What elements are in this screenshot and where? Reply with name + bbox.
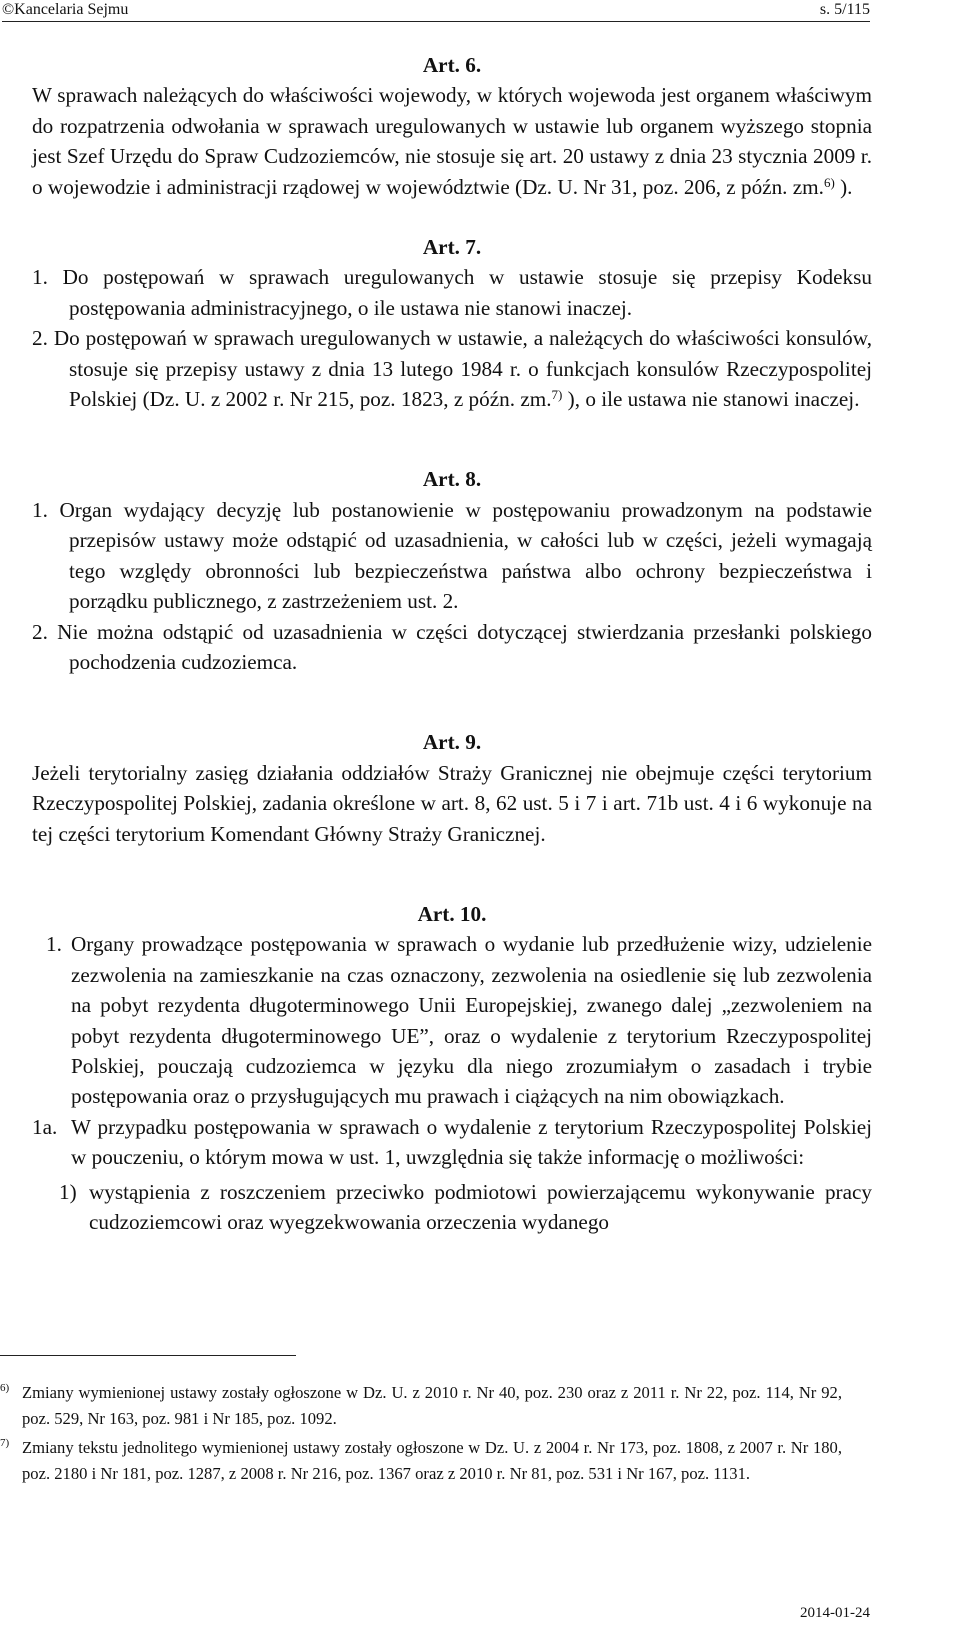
footnote-ref-7: 7) xyxy=(551,387,563,403)
article-10-paragraph-1a: 1a. W przypadku postępowania w sprawach o wydalenie z terytorium Rzeczypospolitej Polskiej w pouczeniu, o którym mowa w ust. 1, uwzględnia się także informację o możliwości: xyxy=(32,1114,872,1170)
article-7-title: Art. 7. xyxy=(422,235,482,260)
article-8-paragraph-1: 1. Organ wydający decyzję lub postanowienie w postępowaniu prowadzonym na podstawie przepisów ustawy może odstąpić od uzasadnienia, w całości lub w części, jeżeli wymagają tego względy obronności lub bezpieczeństwa państwa albo ochrony bezpieczeństwa i porządku publicznego, z zastrzeżeniem ust. 2. xyxy=(32,497,872,614)
article-10-point-1: 1) wystąpienia z roszczeniem przeciwko podmiotowi powierzającemu wykonywanie pracy cudzoziemcowi oraz wyegzekwowania orzeczenia wydanego xyxy=(59,1179,872,1234)
article-6-text: W sprawach należących do właściwości wojewody, w których wojewoda jest organem właściwym do rozpatrzenia odwołania w sprawach uregulowanych w ustawie lub organem wyższego stopnia jest Szef Urzędu do Spraw Cudzoziemców, nie stosuje się art. 20 ustawy z dnia 23 stycznia 2009 r. o wojewodzie i administracji rządowej w województwie (Dz. U. Nr 31, poz. 206, z późn. zm.$^{6)}$ ). xyxy=(32,83,872,199)
footnote-7: 7) Zmiany tekstu jednolitego wymienionej ustawy zostały ogłoszone w Dz. U. z 2004 r. Nr 173, poz. 1808, z 2007 r. Nr 180, poz. 2180 i Nr 181, poz. 1287, z 2008 r. Nr 216, poz. 1367 oraz z 2010 r. Nr 81, poz. 531 i Nr 167, poz. 1131. xyxy=(0,1437,842,1483)
page-header xyxy=(2,0,870,22)
document-body xyxy=(32,50,872,1237)
document-date: 2014-01-24 xyxy=(800,1605,870,1621)
header-page-number: s. 5/115 xyxy=(819,1,870,18)
footnotes xyxy=(0,1380,842,1490)
footnote-6: 6) Zmiany wymienionej ustawy zostały ogłoszone w Dz. U. z 2010 r. Nr 40, poz. 230 oraz z 2011 r. Nr 22, poz. 114, Nr 92, poz. 529, Nr 163, poz. 981 i Nr 185, poz. 1092. xyxy=(0,1382,842,1428)
article-7-paragraph-1: 1. Do postępowań w sprawach uregulowanych w ustawie stosuje się przepisy Kodeksu postępowania administracyjnego, o ile ustawa nie stanowi inaczej. xyxy=(32,265,872,320)
footnote-ref-6: 6) xyxy=(823,174,835,190)
article-8-paragraph-2: 2. Nie można odstąpić od uzasadnienia w części dotyczącej stwierdzania przesłanki polskiego pochodzenia cudzoziemca. xyxy=(32,619,872,674)
article-10-title: Art. 10. xyxy=(417,901,487,926)
article-9-text: Jeżeli terytorialny zasięg działania oddziałów Straży Granicznej nie obejmuje części terytorium Rzeczypospolitej Polskiej, zadania określone w art. 8, 62 ust. 5 i 7 i art. 71b ust. 4 i 6 wykonuje na tej części terytorium Komendant Główny Straży Granicznej. xyxy=(32,760,872,846)
article-9-title: Art. 9. xyxy=(422,730,482,755)
article-7-paragraph-2: 2. Do postępowań w sprawach uregulowanych w ustawie, a należących do właściwości konsulów, stosuje się przepisy ustawy z dnia 13 lutego 1984 r. o funkcjach konsulów Rzeczypospolitej Polskiej (Dz. U. z 2002 r. Nr 215, poz. 1823, z późn. zm.$^{7)}$ ), o ile ustawa nie stanowi inaczej. xyxy=(32,326,872,412)
article-10-paragraph-1: 1. Organy prowadzące postępowania w sprawach o wydanie lub przedłużenie wizy, udzielenie zezwolenia na zamieszkanie na czas oznaczony, zezwolenia na osiedlenie się lub zezwolenia na pobyt rezydenta długoterminowego Unii Europejskiej, zwanego dalej „zezwoleniem na pobyt rezydenta długoterminowego UE”, oraz o wydalenie z terytorium Rzeczypospolitej Polskiej, pouczają cudzoziemca w języku dla niego zrozumiałym o zasadach i trybie postępowania oraz o przysługujących mu prawach i ciążących na nim obowiązkach. xyxy=(46,932,872,1109)
header-copyright: ©Kancelaria Sejmu xyxy=(2,1,129,18)
footnote-divider xyxy=(0,1355,296,1356)
article-6-title: Art. 6. xyxy=(422,53,482,77)
article-8-title: Art. 8. xyxy=(422,467,482,492)
